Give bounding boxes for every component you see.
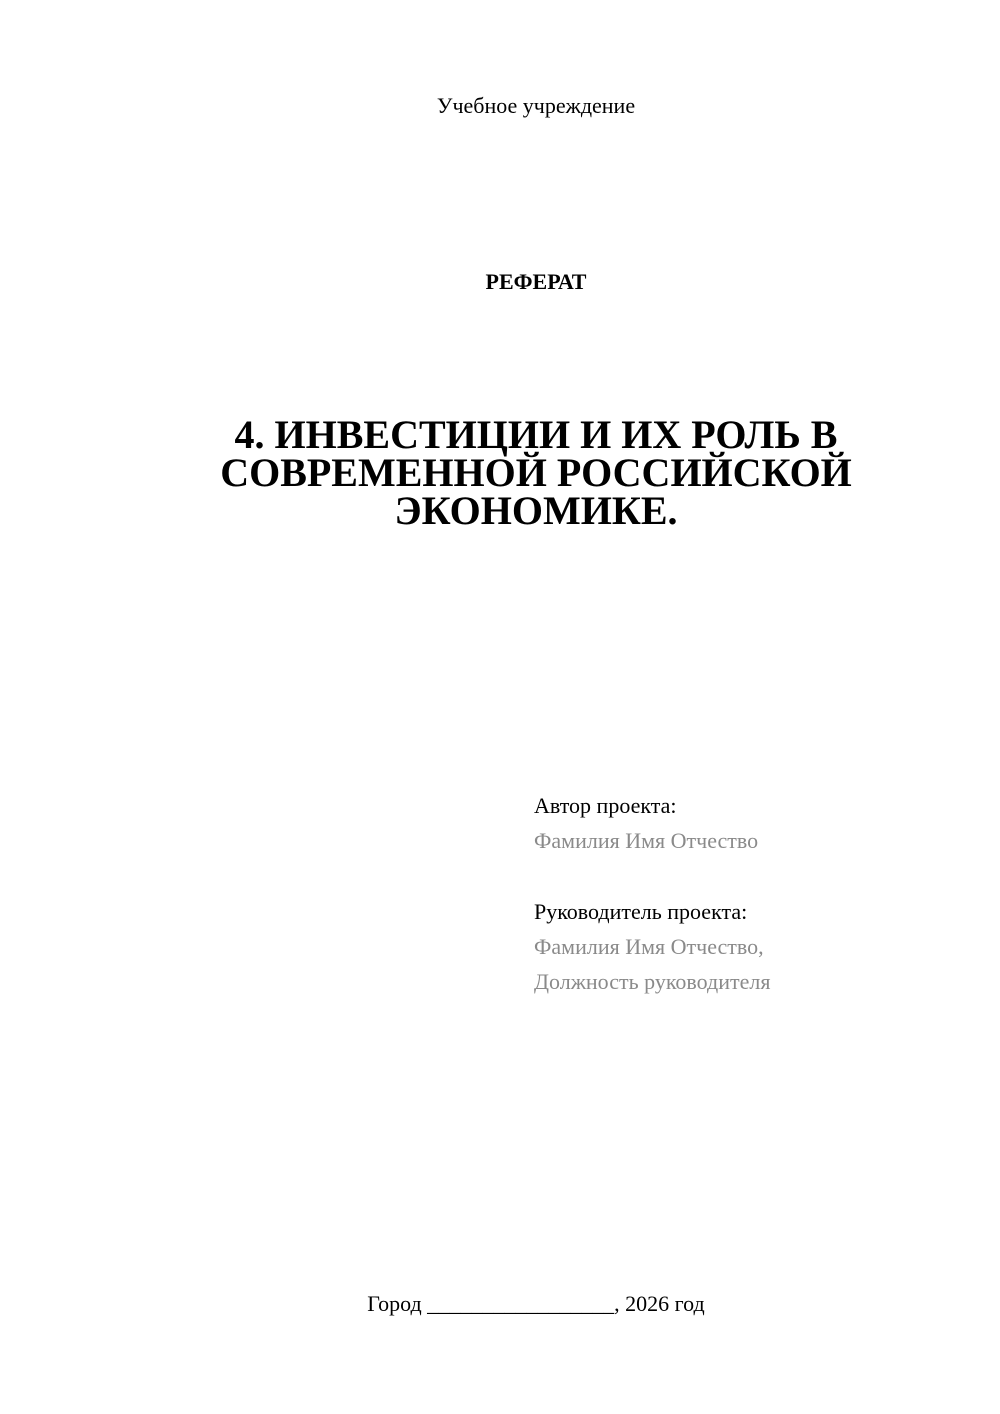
supervisor-position: Должность руководителя bbox=[534, 969, 771, 994]
title-line: ЭКОНОМИКЕ. bbox=[394, 488, 678, 533]
title-line: 4. ИНВЕСТИЦИИ И ИХ РОЛЬ В bbox=[234, 412, 838, 457]
author-name: Фамилия Имя Отчество bbox=[534, 828, 759, 853]
document-type: РЕФЕРАТ bbox=[485, 269, 587, 294]
author-label: Автор проекта: bbox=[534, 793, 677, 818]
city-year-line: Город _________________, 2026 год bbox=[367, 1291, 705, 1316]
document-title bbox=[180, 412, 892, 533]
supervisor-name: Фамилия Имя Отчество, bbox=[534, 934, 764, 959]
supervisor-label: Руководитель проекта: bbox=[534, 899, 748, 924]
institution-name: Учебное учреждение bbox=[436, 93, 636, 118]
credits-block bbox=[534, 788, 974, 999]
title-line: СОВРЕМЕННОЙ РОССИЙСКОЙ bbox=[220, 450, 852, 495]
